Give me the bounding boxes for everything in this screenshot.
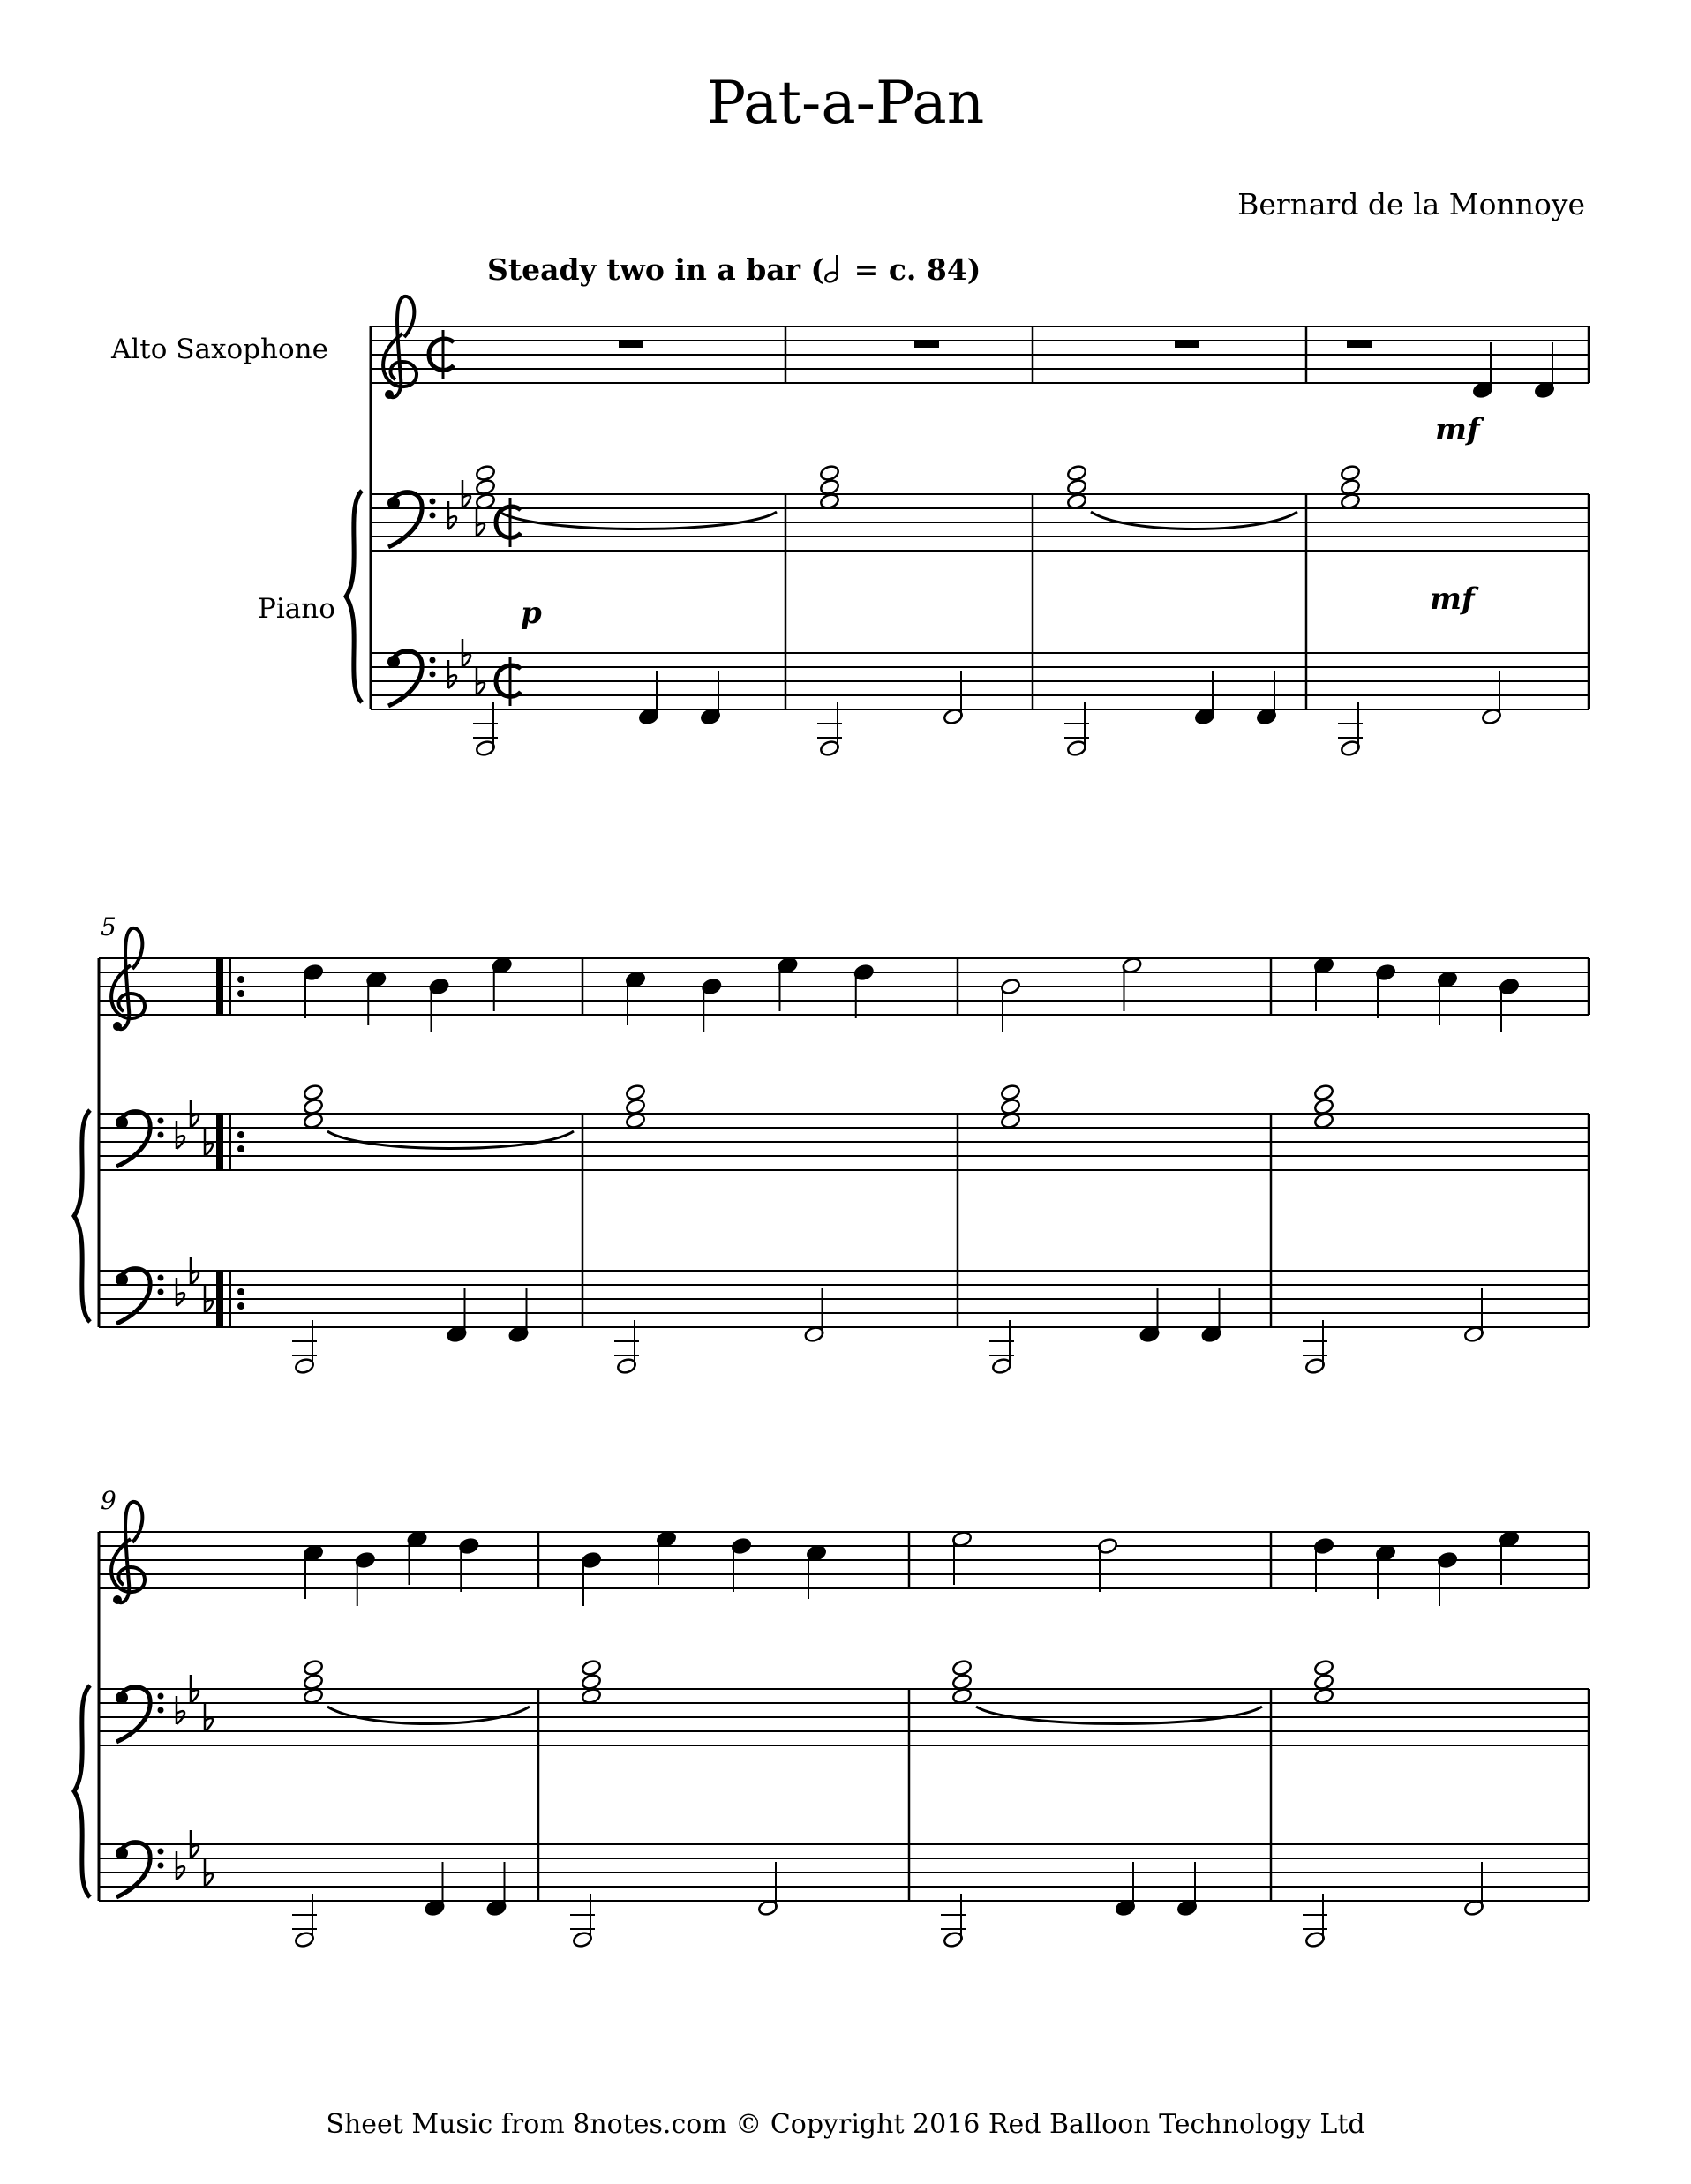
staff-saxophone xyxy=(371,326,1589,383)
repeat-dot xyxy=(237,1145,244,1152)
tie xyxy=(327,1707,530,1724)
note-head xyxy=(625,1098,646,1115)
flat-icon xyxy=(177,1696,184,1724)
note-head xyxy=(303,1673,324,1691)
repeat-thick-bar xyxy=(216,958,223,1015)
note-head xyxy=(581,1659,602,1677)
dynamic-piano_m1: p xyxy=(521,596,542,631)
bass-clef-icon xyxy=(387,492,436,547)
bass-clef-icon xyxy=(116,1269,164,1324)
note-head xyxy=(581,1687,602,1705)
repeat-thick-bar xyxy=(216,1114,223,1170)
dynamic-piano_m4: mf xyxy=(1430,582,1475,617)
note-head xyxy=(475,492,496,510)
note-head xyxy=(625,1084,646,1101)
page-title: Pat-a-Pan xyxy=(706,69,985,137)
note-head xyxy=(1340,492,1361,510)
dynamic-sax_m4: mf xyxy=(1435,412,1480,447)
flat-icon xyxy=(448,501,456,529)
measure-number: 9 xyxy=(101,1486,116,1515)
repeat-dot xyxy=(237,1302,244,1310)
note-head xyxy=(819,492,840,510)
copyright-footer: Sheet Music from 8notes.com © Copyright 2016 Red Balloon Technology Ltd xyxy=(326,2109,1365,2140)
note-head xyxy=(1066,478,1087,496)
note-head xyxy=(1340,464,1361,482)
bass-clef-icon xyxy=(387,651,436,706)
note-head xyxy=(1000,1084,1021,1101)
whole-rest xyxy=(1347,341,1372,348)
note-head xyxy=(1066,492,1087,510)
staff-piano-upper xyxy=(99,1689,1589,1745)
note-head xyxy=(951,1673,973,1691)
flat-icon xyxy=(177,1121,184,1149)
staff-piano-lower xyxy=(99,1844,1589,1901)
note-head xyxy=(625,1112,646,1130)
note-head xyxy=(819,478,840,496)
tie xyxy=(1091,512,1297,529)
piano-brace xyxy=(346,491,362,702)
whole-rest xyxy=(914,341,939,348)
repeat-dot xyxy=(237,976,244,983)
note-head xyxy=(581,1673,602,1691)
repeat-thick-bar xyxy=(216,1271,223,1327)
note-head xyxy=(303,1084,324,1101)
flat-icon xyxy=(177,1278,184,1306)
whole-rest xyxy=(619,341,643,348)
staff-piano-upper xyxy=(99,1114,1589,1170)
staff-piano-lower xyxy=(99,1271,1589,1327)
flat-icon xyxy=(448,660,456,688)
note-head xyxy=(951,1687,973,1705)
whole-rest xyxy=(1175,341,1199,348)
piano-brace xyxy=(74,1685,90,1897)
note-head xyxy=(303,1112,324,1130)
repeat-dot xyxy=(237,1288,244,1295)
note-head xyxy=(303,1687,324,1705)
note-head xyxy=(1000,1098,1021,1115)
note-head xyxy=(1000,1112,1021,1130)
note-head xyxy=(303,1098,324,1115)
instrument-label-piano: Piano xyxy=(258,593,335,625)
note-head xyxy=(1313,1659,1334,1677)
flat-icon xyxy=(177,1851,184,1880)
note-head xyxy=(1313,1098,1334,1115)
note-head xyxy=(475,478,496,496)
piano-brace xyxy=(74,1110,90,1322)
note-head xyxy=(303,1659,324,1677)
note-head xyxy=(951,1659,973,1677)
repeat-dot xyxy=(237,990,244,997)
staff-piano-lower xyxy=(371,653,1589,709)
note-head xyxy=(819,464,840,482)
staff-saxophone xyxy=(99,1532,1589,1588)
staff-piano-upper xyxy=(371,494,1589,551)
staff-saxophone xyxy=(99,958,1589,1015)
tie xyxy=(500,512,777,529)
note-head xyxy=(1313,1673,1334,1691)
bass-clef-icon xyxy=(116,1843,164,1897)
bass-clef-icon xyxy=(116,1112,164,1167)
note-head xyxy=(475,464,496,482)
instrument-label-saxophone: Alto Saxophone xyxy=(111,334,328,365)
composer-name: Bernard de la Monnoye xyxy=(1237,187,1585,221)
tie xyxy=(327,1131,574,1149)
tie xyxy=(976,1707,1262,1724)
measure-number: 5 xyxy=(101,912,116,942)
note-head xyxy=(1340,478,1361,496)
note-head xyxy=(1313,1084,1334,1101)
tempo-text-before: Steady two in a bar ( xyxy=(487,252,825,287)
tempo-text-after: = c. 84) xyxy=(844,252,981,287)
bass-clef-icon xyxy=(116,1687,164,1742)
note-head xyxy=(1313,1112,1334,1130)
note-head xyxy=(1313,1687,1334,1705)
note-head xyxy=(1066,464,1087,482)
repeat-dot xyxy=(237,1131,244,1138)
